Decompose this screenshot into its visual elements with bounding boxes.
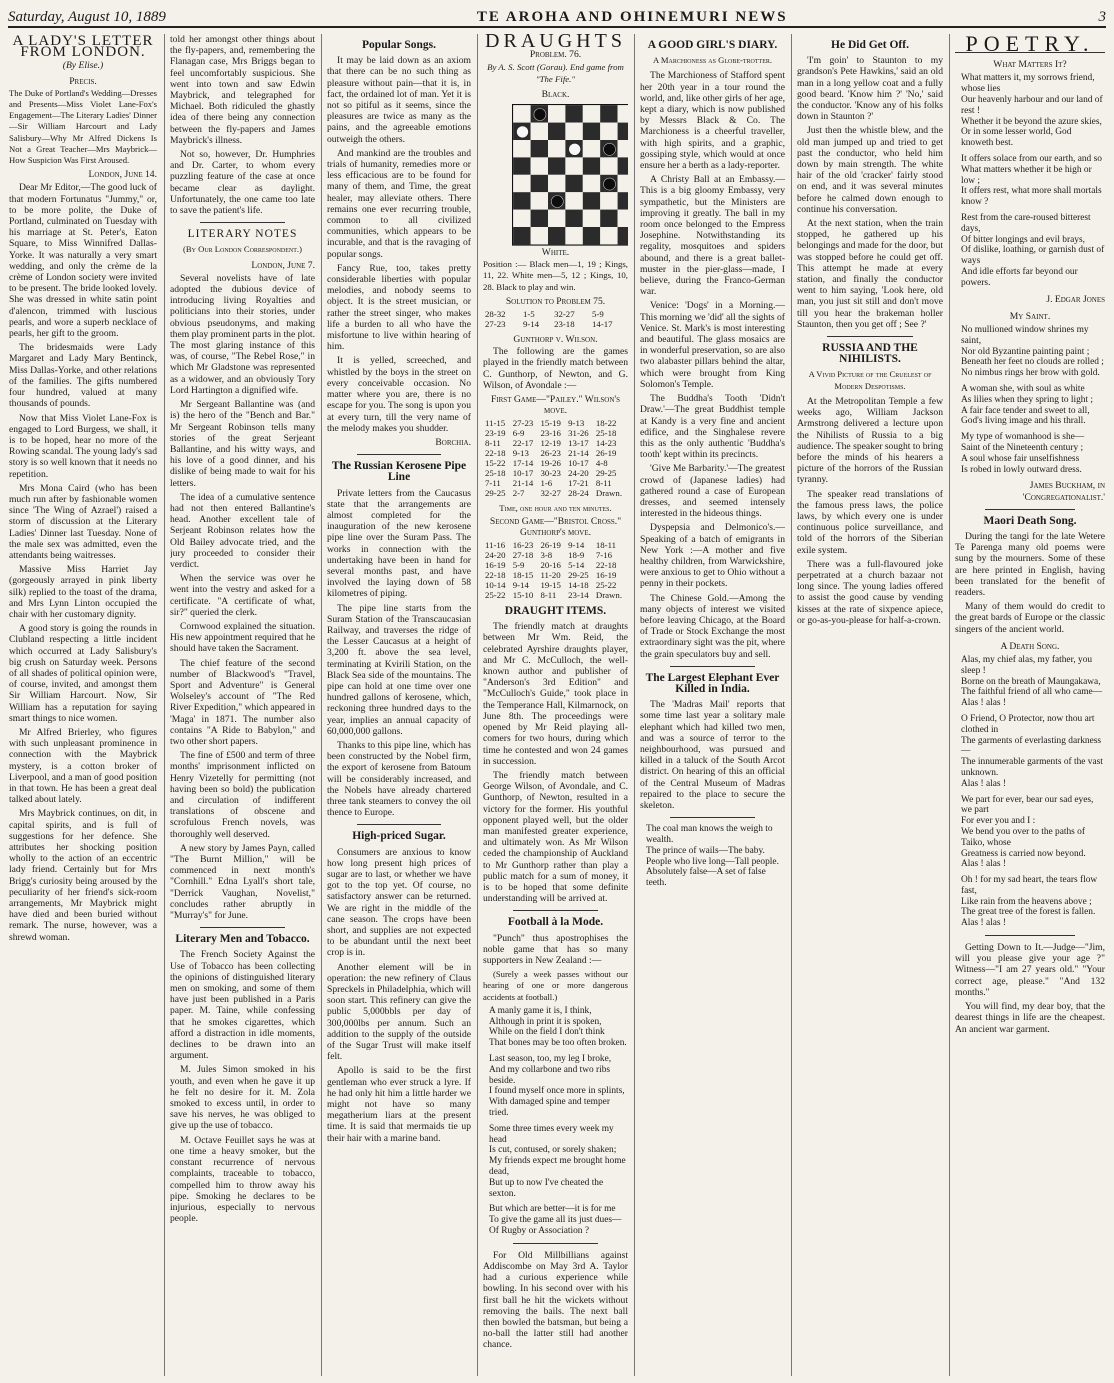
time-note: Time, one hour and ten minutes. (499, 503, 612, 514)
board-square (565, 210, 582, 227)
draughts-title: DRAUGHTS (485, 34, 626, 52)
move-cell: 18-9 (568, 550, 585, 561)
poem-stanza: No mullioned window shrines my saint, Nor old Byzantine painting paint ; Beneath her feet no clouds are rolled ; No nimbus rings her brow with gold. (961, 324, 1104, 379)
divider (357, 454, 441, 455)
board-square (583, 175, 600, 192)
board-square (618, 192, 628, 209)
move-cell: 10-14 (485, 580, 506, 591)
literary-notes-sub: (By Our London Correspondent.) (183, 244, 302, 255)
column-rule (321, 34, 322, 1376)
board-square (513, 123, 530, 140)
move-cell: 22-18 (595, 560, 617, 571)
article-paragraph: Consumers are anxious to know how long present high prices of sugar are to last, or whether we have got to the top yet. Of course, no satisfactory answer can be returned. We are right in the middle of the cane season. The crops have been short, and supplies are not expected to be abundant until the next beet crop is in. (327, 846, 471, 959)
article-paragraph: You will find, my dear boy, that the dearest things in life are the cheapest. An ancient war garment. (955, 1001, 1105, 1035)
moves-row (483, 458, 628, 468)
moves-row (483, 590, 628, 600)
black-piece (534, 108, 547, 121)
article-paragraph: And mankind are the troubles and trials of humanity, remedies more or less efficacious are to be found for many of them, and Time, the great healer, may alleviate others. There remains one ever recurring trouble, common to all civilized communities, which appears to be incurable, and that is the ravaging of popular songs. (327, 147, 471, 260)
move-cell: 1-6 (540, 478, 553, 489)
literary-notes-title: LITERARY NOTES (187, 228, 298, 241)
popular-songs-signature: Borchia. (435, 436, 471, 448)
poem-stanza: Rest from the care-roused bitterest days, Of bitter longings and evil brays, Of dislike, loathing, or garnish dust of ways And idle efforts far beyond our powers. (961, 212, 1105, 288)
board-square (600, 123, 617, 140)
article-paragraph: M. Octave Feuillet says he was at one time a heavy smoker, but the constant recurrence of nervous complaints, traceable to tobacco, compelled him to throw away his pipe. Smoking he declares to be injurious, especially to nervous people. (170, 1134, 315, 1225)
precis-label: Precis. (69, 75, 97, 87)
move-cell: 16-19 (595, 570, 617, 581)
move-cell: 22-18 (485, 448, 506, 459)
board-square (583, 157, 600, 174)
solution-moves-table (483, 309, 628, 329)
divider (985, 935, 1075, 936)
poem-stanza: My type of womanhood is she— Saint of the Nineteenth century ; A soul whose fair unselfishness Is robed in lowly outward dress. (961, 432, 1085, 475)
article-paragraph: Mrs Mona Caird (who has been much run after by fashionable women since 'The Wing of Azrael') raised a storm of discussion at the Literary Ladies' Dinner last Tuesday. None of the male sex was admitted, even the attendants being waitresses. (9, 482, 157, 561)
article-paragraph: The Buddha's Tooth 'Didn't Draw.'—The great Buddhist temple at Kandy is a very fine and ancient edifice, and the Singhalese revere this as the only authentic 'Buddha's tooth' kept within its precincts. (640, 393, 785, 461)
move-cell: 18-22 (595, 418, 617, 429)
solution-title: Solution to Problem 75. (505, 295, 606, 307)
moves-row (483, 478, 628, 488)
article-paragraph: Cornwood explained the situation. His new appointment required that he should have taken the Sacrament. (170, 620, 315, 655)
board-square (531, 175, 548, 192)
article-paragraph: 'Give Me Barbarity.'—The greatest crowd of (Japanese ladies) had gathered round a case of European dresses, and seemed intensely interested in the hideous things. (640, 463, 785, 520)
first-game-moves-table (483, 418, 628, 498)
moves-row (483, 418, 628, 428)
move-cell: 10-17 (568, 458, 589, 469)
article-paragraph: For Old Millbillians against Addiscombe on May 3rd A. Taylor had a curious experience while bowling. In his second over with his first ball he hit the wickets without removing the bails. The next ball then bowled the batsman, but being a no-ball the latter still had another chance. (483, 1249, 628, 1351)
divider (670, 666, 755, 667)
move-cell: 21-14 (568, 448, 589, 459)
poetry-title: POETRY. (955, 38, 1105, 53)
column-4 (483, 34, 628, 1376)
football-intro: "Punch" thus apostrophises the noble game that has so many supporters in New Zealand :— (483, 932, 628, 966)
match-intro: The following are the games played in the friendly match between C. Gunthorp, of Newton, and G. Wilson, of Avondale :— (483, 346, 628, 391)
move-cell: 17-14 (512, 458, 534, 469)
board-square (565, 175, 582, 192)
board-square (513, 210, 530, 227)
article-paragraph: Fancy Rue, too, takes pretty considerable liberties with popular melodies, and nobody seems to object. It is the street musician, or rather the street singer, who makes life a burden to all who have the misfortune to live within hearing of him. (327, 262, 471, 353)
article-paragraph: Now that Miss Violet Lane-Fox is engaged to Lord Burgess, we shall, it is to be hoped, hear no more of the Rowing scandal. The young lady's sad story is so well known that it needs no repetition. (9, 412, 157, 480)
move-cell: 13-17 (568, 438, 589, 449)
board-square (618, 105, 628, 122)
move-cell: 26-23 (540, 448, 561, 459)
football-verse: But which are better—it is for me To give the game all its just dues— Of Rugby or Association ? (489, 1204, 622, 1236)
article-paragraph: The 'Madras Mail' reports that some time last year a solitary male elephant which had killed two men, and was a source of terror to the neighbourhood, was pursued and killed in a taluck of the South Arcot district. On hearing of this an official of the Central Museum of Madras repaired to the place to secure the skeleton. (640, 699, 785, 811)
moves-row (483, 309, 628, 319)
column-2 (170, 34, 315, 1376)
masthead-page-number: 3 (1098, 9, 1106, 25)
move-cell: 9-14 (522, 319, 540, 330)
board-square (531, 192, 548, 209)
article-paragraph: A Christy Ball at an Embassy.—This is a big gloomy Embassy, very sympathetic, but the Ministers are improving it greatly. The ball in my room once belonged to the Empress Josephine. Notwithstanding its regality, mosquitoes and spiders abound, and there is a great ballet-muster in the pier-glass—made, I believe, during the Franco-German war. (640, 174, 785, 298)
poem-stanza: Oh ! for my sad heart, the tears flow fast, Like rain from the heavens above ; The great tree of the forest is fallen. Alas ! alas ! (961, 875, 1098, 929)
poem-stanza: It offers solace from our earth, and so What matters whether it be high or low ; It offers rest, what more shall mortals know ? (961, 153, 1102, 208)
board-square (600, 157, 617, 174)
move-cell: 27-23 (485, 319, 506, 330)
article-paragraph: The pipe line starts from the Suram Station of the Transcaucasian Railway, and traverses the ridge of the Lesser Caucasus at a height of 3,200 ft. above the sea level, terminating at Kvirili Station, on the Black Sea side of the mountains. The pipe can hold at one time over one hundred gallons of kerosene, which, reckoning three hundred days to the year, implies an annual capacity of 60,000,000 gallons. (327, 602, 471, 737)
move-cell: 22-17 (512, 438, 534, 449)
board-square (548, 157, 565, 174)
article-paragraph: It may be laid down as an axiom that there can be no such thing as pleasure without pain—that it is, in fact, the ordained lot of man. Yet it is not so pitiful as it seems, since the pleasures are twice as many as the pains, and the agreeable emotions outweigh the others. (327, 55, 471, 145)
board-square (531, 157, 548, 174)
move-cell: 8-11 (485, 438, 501, 449)
move-cell: 28-32 (485, 309, 506, 320)
good-girl-sub: A Marchioness as Globe-trotter. (652, 55, 773, 66)
board-square (565, 140, 582, 157)
move-cell: 18-11 (595, 540, 617, 551)
board-square (600, 175, 617, 192)
move-cell: 14-23 (595, 438, 617, 449)
board-square (513, 227, 530, 244)
football-note: (Surely a week passes without our hearing of one or more dangerous accidents at football.) (483, 969, 628, 1002)
move-cell: 26-19 (595, 448, 617, 459)
move-cell: 23-18 (554, 319, 575, 330)
board-square (565, 227, 582, 244)
board-square (531, 123, 548, 140)
board-square (600, 140, 617, 157)
article-paragraph: Mr Sergeant Ballantine was (and is) the hero of the "Bench and Bar." Mr Sergeant Robinson tells many stories of the great Serjeant Ballantine, and his witty ways, and his love of a good dinner, and his dislike of being made to wait for his letters. (170, 399, 315, 489)
move-cell: 27-23 (512, 418, 534, 429)
article-paragraph: It is yelled, screeched, and whistled by the boys in the street on every conceivable occasion. No matter where you are, there is no escape for you. The song is upon you at every turn, till the very name of the melody makes you shudder. (327, 355, 471, 434)
move-cell: 29-25 (595, 468, 617, 479)
move-cell: 16-23 (512, 540, 534, 551)
article-paragraph: During the tangi for the late Wetere Te Parenga many old poems were sung by the mourners. Some of these are here printed in English, having been translated for the benefit of readers. (955, 530, 1105, 598)
white-label: White. (541, 247, 570, 259)
tobacco-title: Literary Men and Tobacco. (175, 933, 310, 946)
move-cell: 4-8 (595, 458, 608, 469)
board-square (531, 210, 548, 227)
poem-title: A Death Song. (1000, 640, 1060, 652)
move-cell: 25-22 (485, 590, 506, 601)
board-square (513, 157, 530, 174)
article-paragraph: Getting Down to It.—Judge—"Jim, will you please give your age ?" Witness—"I am 27 years old." "Your correct age, please." "And 132 months." (955, 942, 1105, 998)
article-paragraph: The bridesmaids were Lady Margaret and Lady Mary Bentinck, Miss Dallas-Yorke, and other relations of the families. The gifts numbered four hundred, valued at many thousands of pounds. (9, 342, 157, 410)
move-cell: 5-9 (592, 309, 604, 320)
masthead (8, 6, 1106, 28)
move-cell: 9-13 (568, 418, 585, 429)
move-cell: 15-19 (540, 418, 561, 429)
article-paragraph: 'I'm goin' to Staunton to my grandson's Pete Hawkins,' said an old man in a long yellow coat and a fully good beard. 'Know him ?' 'No,' said the conductor. 'Know any of his folks down in Staunton ?' (797, 55, 943, 123)
kerosene-title: The Russian Kerosene Pipe Line (331, 460, 467, 484)
article-paragraph: Just then the whistle blew, and the old man jumped up and tried to get past the conductor, who held him down by main strength. The white hair of the old 'cracker' fairly stood on end, and it was several minutes before he calmed down enough to continue his conversation. (797, 125, 943, 215)
black-piece (603, 143, 616, 156)
move-cell: 22-18 (485, 570, 506, 581)
move-cell: 14-17 (592, 319, 613, 330)
poem-stanza: We part for ever, bear our sad eyes, we part For ever you and I : We bend you over to the paths of Taiko, whose Greatness is carried now beyond. Alas ! alas ! (961, 794, 1094, 870)
white-piece (568, 143, 581, 156)
move-cell: 29-25 (568, 570, 589, 581)
masthead-date: Saturday, August 10, 1889 (8, 9, 166, 25)
move-cell: 7-16 (595, 550, 612, 561)
column-rule (949, 34, 950, 1376)
football-verse: A manly game it is, I think, Although in print it is spoken, While on the field I don't think That bones may be too often broken. (489, 1005, 627, 1049)
board-square (600, 227, 617, 244)
move-cell: 31-26 (568, 428, 589, 439)
move-cell: 11-16 (485, 540, 506, 551)
move-cell: 17-21 (568, 478, 589, 489)
move-cell: 2-7 (512, 488, 525, 499)
sugar-title: High-priced Sugar. (352, 830, 446, 843)
lady-letter-dateline: London, June 14. (88, 169, 157, 181)
poem-title: What Matters It? (993, 59, 1067, 71)
he-did-get-off-title: He Did Get Off. (831, 39, 909, 51)
article-paragraph: Apollo is said to be the first gentleman who ever struck a lyre. If he had only hit him a little harder we might not have so many megatherium liars at the present time. It is said that mermaids tie up their hair with a marine band. (327, 1065, 471, 1144)
problem-title: Problem. 76. (529, 49, 582, 61)
divider (513, 1243, 598, 1244)
board-square (548, 192, 565, 209)
moves-row (483, 448, 628, 458)
article-paragraph: The idea of a cumulative sentence had not then entered Ballantine's head. Another excellent tale of Serjeant Robinson relates how the Old Bailey advocate tried, and the jury proceeded to consider their verdict. (170, 491, 315, 570)
board-square (583, 105, 600, 122)
column-7 (955, 34, 1105, 1376)
moves-row (483, 560, 628, 570)
second-game-title: Second Game—"Bristol Cross." Gunthorp's move. (489, 515, 622, 538)
move-cell: 15-22 (485, 458, 506, 469)
board-square (531, 105, 548, 122)
problem-byline: By A. S. Scott (Gorau). End game from "The Fife." (487, 62, 624, 84)
board-square (513, 192, 530, 209)
first-game-title: First Game—"Pailey." Wilson's move. (490, 394, 621, 417)
board-square (565, 105, 582, 122)
move-cell: 25-22 (595, 580, 617, 591)
football-verse: Last season, too, my leg I broke, And my collarbone and two ribs beside. I found myself once more in splints, With damaged spine and temper tried. (489, 1053, 625, 1118)
move-cell: 14-18 (568, 580, 589, 591)
article-paragraph: Massive Miss Harriet Jay (gorgeously arrayed in pink liberty silk) replied to the toast of the drama, and Mrs Lynn Linton occupied the chair with her customary dignity. (9, 564, 157, 620)
column-rule (164, 34, 165, 1376)
white-piece (516, 126, 529, 139)
column-6 (797, 34, 943, 1376)
article-paragraph: Several novelists have of late adopted the dubious device of introducing living Royalties and politicians into their stories, under obvious pseudonyms, and making them play prominent parts in the plot. The most glaring instance of this was, of course, "The Rebel Rose," in which Mr Gladstone was represented as a widower, and an obviously Tory Lord Hartington a dignified wife. (170, 272, 315, 396)
move-cell: 19-26 (540, 458, 561, 469)
article-paragraph: Not so, however, Dr. Humphries and Dr. Carter, to whom every puzzling feature of the case at once became clear as daylight. Unfortunately, the one came too late to save the patient's life. (170, 149, 315, 217)
board-square (548, 175, 565, 192)
popular-songs-title: Popular Songs. (362, 39, 436, 51)
article-paragraph: Mrs Maybrick continues, on dit, in capital spirits, and is full of suggestions for her defence. She attributes her shocking position wholly to the action of an eccentric lady friend. Certainly but for Mrs Brigg's curiosity being aroused by the peculiarity of her friend's sick-room arrangements, Mr Maybrick might have died and been buried without remark. The nurse, however, was a shrewd woman. (9, 808, 157, 943)
board-square (548, 210, 565, 227)
moves-row (483, 550, 628, 560)
black-label: Black. (541, 88, 570, 100)
moves-row (483, 488, 628, 498)
move-cell: 23-19 (485, 428, 506, 439)
move-cell: 18-15 (512, 570, 534, 581)
article-paragraph: A new story by James Payn, called "The Burnt Million," will be commenced in next month's "Cornhill." Edna Lyall's short tale, "Derrick Vaughan, Novelist," concludes rather abruptly in "Murray's" for June. (170, 842, 315, 922)
move-cell: 32-27 (540, 488, 561, 499)
column-rule (477, 34, 478, 1376)
board-square (583, 210, 600, 227)
moves-row (483, 428, 628, 438)
move-cell: 23-14 (568, 590, 589, 601)
poem-signature: James Buckham, in 'Congregationalist.' (1022, 480, 1105, 503)
board-square (565, 123, 582, 140)
move-cell: 19-15 (540, 580, 561, 591)
board-square (618, 175, 628, 192)
article-paragraph: A good story is going the rounds in Clubland respecting a little incident which occurred at Lady Salisbury's big crush on Saturday week. Persons of all shades of political opinion were, of course, invited, and amongst them Sir William Harcourt. Now, Sir William has a reputation for saying smart things to nice women. (9, 623, 157, 724)
article-paragraph: At the Metropolitan Temple a few weeks ago, William Jackson Armstrong delivered a lecture upon the Nihilists of Russia to a big audience. The speaker sought to bring before the minds of his hearers a picture of the horrors of the Russian tyranny. (797, 395, 943, 486)
move-cell: 21-14 (512, 478, 534, 489)
moves-row (483, 580, 628, 590)
move-cell: 25-18 (485, 468, 506, 479)
moves-row (483, 570, 628, 580)
black-piece (551, 195, 564, 208)
move-cell: 23-16 (540, 428, 561, 439)
move-cell: 28-24 (568, 488, 589, 499)
board-square (618, 123, 628, 140)
move-cell: Drawn. (595, 488, 623, 499)
moves-row (483, 540, 628, 550)
divider (827, 336, 913, 337)
move-cell: 5-14 (568, 560, 585, 571)
article-paragraph: told her amongst other things about the fly-papers, and, remembering the Flanagan case, Mrs Briggs began to feel uncomfortably suspicious. She went into town and saw Edwin Maybrick, and telegraphed for Michael. Both ridiculed the ghastly idea of there being any connection between the fly-papers and James Maybrick's illness. (170, 34, 315, 146)
moves-row (483, 468, 628, 478)
draught-items-title: DRAUGHT ITEMS. (504, 605, 607, 618)
article-paragraph: Dear Mr Editor,—The good luck of that modern Fortunatus "Jummy," or, to be more polite, the Duke of Portland, culminated on Tuesday with his marriage at St. Peter's, Eaton Square, to Miss Winnifred Dallas-Yorke. It was naturally a very smart wedding, and only the crème de la crème of London society were invited to be present. The bride looked lovely. She was dressed in white satin point d'alencon, trimmed with luscious pearls, and wore a superb necklace of pearls, her gift to the groom. (9, 182, 157, 340)
move-cell: 7-11 (485, 478, 501, 489)
board-square (548, 123, 565, 140)
move-cell: 25-18 (595, 428, 617, 439)
move-cell: 8-11 (540, 590, 557, 601)
moves-row (483, 438, 628, 448)
article-paragraph: Another element will be in operation: the new refinery of Claus Spreckels in Philadelphia, which will soon start. This refinery can give the public 5,000bbls per day of 300,000lbs per annum. Such an addition to the supply of the outside of the Sugar Trust will make itself felt. (327, 961, 471, 1063)
move-cell: 9-14 (512, 580, 529, 591)
column-rule (791, 34, 792, 1376)
article-paragraph: There was a full-flavoured joke perpetrated at a church bazaar not long since. The young ladies offered to assist the good cause by vending kisses at the rate of sixpence apiece, or go-as-you-please for half-a-crown. (797, 558, 943, 626)
divider (513, 910, 598, 911)
board-square (600, 192, 617, 209)
problem-position: Position :— Black men—1, 19 ; Kings, 11, 22. White men—5, 12 ; Kings, 10, 28. Black to play and win. (483, 259, 628, 292)
article-paragraph: Dyspepsia and Delmonico's.—Speaking of a batch of emigrants in New York :—A mother and five healthy children, from Warwickshire, were anxious to get to Ohio without a penny in their pockets. (640, 522, 785, 590)
article-paragraph: The friendly match at draughts between Mr Wm. Reid, the celebrated Ayrshire draughts player, and Mr C. McCulloch, the well-known author and publisher of "Anderson's 3rd Edition" and "McCulloch's Guide," took place in the Temperance Hall, Kilmarnock, on June 8th. The proceedings were opened by Mr Reid playing all-comers for two hours, during which time he contested and won 24 games in succession. (483, 621, 628, 767)
draughts-board (512, 104, 628, 246)
masthead-title: TE AROHA AND OHINEMURI NEWS (476, 9, 788, 25)
board-square (513, 140, 530, 157)
article-paragraph: The fine of £500 and term of three months' imprisonment inflicted on Henry Vizetelly for permitting (not having been so bold) the publication and circulation of indifferent translations of obscene and scrofulous French novels, was thoroughly well deserved. (170, 750, 315, 840)
moves-row (483, 319, 628, 329)
move-cell: 6-9 (512, 428, 525, 439)
russia-sub: A Vivid Picture of the Cruelest of Modern Despotisms. (808, 369, 932, 391)
board-square (618, 140, 628, 157)
board-wrapper (512, 104, 599, 189)
move-cell: 15-10 (512, 590, 534, 601)
column-3 (327, 34, 471, 1376)
poem-signature: J. Edgar Jones (1046, 293, 1105, 305)
poem-stanza: Alas, my chief alas, my father, you sleep ! Borne on the breath of Maungakawa, The faithful friend of all who came— Alas ! alas ! (961, 654, 1103, 709)
divider (670, 817, 755, 818)
board-square (531, 227, 548, 244)
divider (200, 222, 285, 223)
article-paragraph: Thanks to this pipe line, which has been constructed by the Nobel firm, the export of kerosene from Batoum will be considerably increased, and the Nobels have already chartered three tank steamers to convey the oil thence to Europe. (327, 739, 471, 819)
move-cell: 9-13 (512, 448, 529, 459)
move-cell: 27-18 (512, 550, 534, 561)
board-square (618, 210, 628, 227)
move-cell: 30-23 (540, 468, 561, 479)
board-square (583, 140, 600, 157)
precis-text: The Duke of Portland's Wedding—Dresses and Presents—Miss Violet Lane-Fox's Engagement—The Literary Ladies' Dinner—Sir William Harcourt and Lady Salisbury—Why Mr Alfred Dickens Is Not a Great Teacher—Mrs Maybrick—How Suspicion Was First Aroused. (9, 87, 157, 166)
move-cell: 1-5 (522, 309, 535, 320)
move-cell: 32-27 (554, 309, 575, 320)
poem-stanza: O Friend, O Protector, now thou art clothed in The garments of everlasting darkness— The innumerable garments of the vast unknown. Alas ! alas ! (961, 713, 1103, 789)
move-cell: 12-19 (540, 438, 561, 449)
board-square (548, 105, 565, 122)
board-square (565, 157, 582, 174)
board-square (583, 123, 600, 140)
article-paragraph: Venice: 'Dogs' in a Morning.—This morning we 'did' all the sights of Venice. St. Mark's is most interesting and beautiful. The glass mosaics are in wonderful preservation, so are also two alabaster pillars behind the altar, which were brought from King Solomon's Temple. (640, 300, 785, 390)
football-title: Football à la Mode. (507, 916, 604, 929)
russia-title: RUSSIA AND THE NIHILISTS. (822, 342, 918, 366)
article-paragraph: The Marchioness of Stafford spent her 20th year in a tour round the world, and, like other girls of her age, kept a diary, which is now published by Messrs Black & Co. The Marchioness is a cheerful traveller, with high spirits, and a graphic, gossiping style, which would at once ensure her a berth as a lady-reporter. (640, 70, 785, 172)
article-paragraph: M. Jules Simon smoked in his youth, and even when he gave it up he felt no desire for it. M. Zola smoked to excess until, in order to save his nerves, he was obliged to give up the use of tobacco. (170, 1064, 315, 1132)
board-square (600, 210, 617, 227)
article-paragraph: The French Society Against the Use of Tobacco has been collecting the opinions of distinguished literary men on smoking, and some of them have just been published in a Paris paper. M. Taine, while confessing that he smokes cigarettes, which afford a distraction in idle moments, declines to be drawn into an argument. (170, 949, 315, 1062)
move-cell: 3-8 (540, 550, 553, 561)
divider (200, 927, 285, 928)
move-cell: 9-14 (568, 540, 585, 551)
article-paragraph: The Chinese Gold.—Among the many objects of interest we visited before leaving Chicago, at the Board of Trade or Stock Exchange the most extraordinary sight was the pit, where the grain speculators buy and sell. (640, 592, 785, 660)
divider (985, 509, 1075, 510)
article-paragraph: Private letters from the Caucasus state that the arrangements are almost completed for the inauguration of the new kerosene pipe line over the Suram Pass. The works in connection with the undertaking have been in hand for several months past, and have involved the laying down of 58 kilometres of piping. (327, 487, 471, 600)
move-cell: 16-19 (485, 560, 506, 571)
poem-title: My Saint. (1009, 310, 1051, 322)
maori-death-song-title: Maori Death Song. (983, 514, 1077, 527)
board-square (513, 175, 530, 192)
move-cell: 24-20 (485, 550, 506, 561)
article-paragraph: Mr Alfred Brierley, who figures with such unpleasant prominence in connection with the Maybrick mystery, is a cotton broker of Liverpool, and a man of good position in that town. He has been a great deal talked about lately. (9, 726, 157, 806)
board-square (513, 105, 530, 122)
lady-letter-title: A LADY'S LETTER FROM LONDON. (12, 34, 154, 61)
column-1 (9, 34, 157, 1376)
article-paragraph: The friendly match between George Wilson, of Avondale, and C. Gunthorp, of Newton, resulted in a victory for the former. His youthful opponent played well, but the older man manifested greater experience, and ultimately won. As Mr Wilson ceded the championship of Auckland to Mr Gunthorp rather than play a public match for a sum of money, it is to be hoped that some definite understanding will be arrived at. (483, 769, 628, 905)
article-paragraph: When the service was over he went into the vestry and asked for a certificate. "A certificate of what, sir?" queried the clerk. (170, 573, 315, 618)
move-cell: 20-16 (540, 560, 561, 571)
move-cell: 8-11 (595, 478, 612, 489)
divider (357, 824, 441, 825)
poem-stanza: A woman she, with soul as white As lilies when they spring to light ; A fair face tender and sweet to all, God's living image and his thrall. (961, 383, 1094, 427)
football-verse: Some three times every week my head Is cut, contused, or sorely shaken; My friends expect me brought home dead, But up to now I've cheated the sexton. (489, 1123, 626, 1199)
board-square (548, 140, 565, 157)
move-cell: 26-19 (540, 540, 561, 551)
jokes: The coal man knows the weigh to wealth. The prince of wails—The baby. People who live long—Tall people. Absolutely false—A set of false teeth. (646, 824, 779, 889)
board-square (583, 227, 600, 244)
board-square (583, 192, 600, 209)
elephant-title: The Largest Elephant Ever Killed in India. (645, 671, 780, 695)
move-cell: 29-25 (485, 488, 506, 499)
board-square (565, 192, 582, 209)
move-cell: Drawn. (595, 590, 623, 601)
column-rule (634, 34, 635, 1376)
lady-letter-byline: (By Elise.) (62, 60, 104, 72)
literary-notes-dateline: London, June 7. (251, 259, 315, 271)
second-game-moves-table (483, 540, 628, 600)
move-cell: 10-17 (512, 468, 534, 479)
article-paragraph: At the next station, when the train stopped, he gathered up his belongings and made for the door, but was stopped before he could get off. This attempt he made at every station, and finally the conductor went to him saying, 'Look here, old man, you just sit still and don't move till you hear the brakeman holler Staunton, then you get off ; See ?' (797, 218, 943, 330)
board-square (548, 227, 565, 244)
move-cell: 11-20 (540, 570, 561, 581)
article-paragraph: The chief feature of the second number of Blackwood's "Travel, Sport and Adventure" is General Wolseley's account of "The Red River Expedition," which appeared in 'Maga' in 1871. The number also contains "A Ride to Babylon," and two other short papers. (170, 657, 315, 747)
move-cell: 5-9 (512, 560, 525, 571)
good-girl-title: A GOOD GIRL'S DIARY. (647, 39, 778, 51)
move-cell: 24-20 (568, 468, 589, 479)
board-square (618, 227, 628, 244)
board-square (618, 157, 628, 174)
article-paragraph: Many of them would do credit to the great bards of Europe or the classic singers of the ancient world. (955, 601, 1105, 635)
article-paragraph: The speaker read translations of the famous press laws, the police laws, by which every one is under continuous police surveillance, and told of the horrors of the Siberian exile system. (797, 488, 943, 556)
poem-stanza: What matters it, my sorrows friend, whose lies Our heavenly harbour and our land of rest ! Whether it be beyond the azure skies, Or in some lesser world, God knoweth best. (961, 73, 1103, 149)
match-title: Gunthorp v. Wilson. (513, 334, 598, 346)
column-5 (640, 34, 785, 1376)
board-square (600, 105, 617, 122)
black-piece (603, 178, 616, 191)
board-square (531, 140, 548, 157)
move-cell: 11-15 (485, 418, 506, 429)
